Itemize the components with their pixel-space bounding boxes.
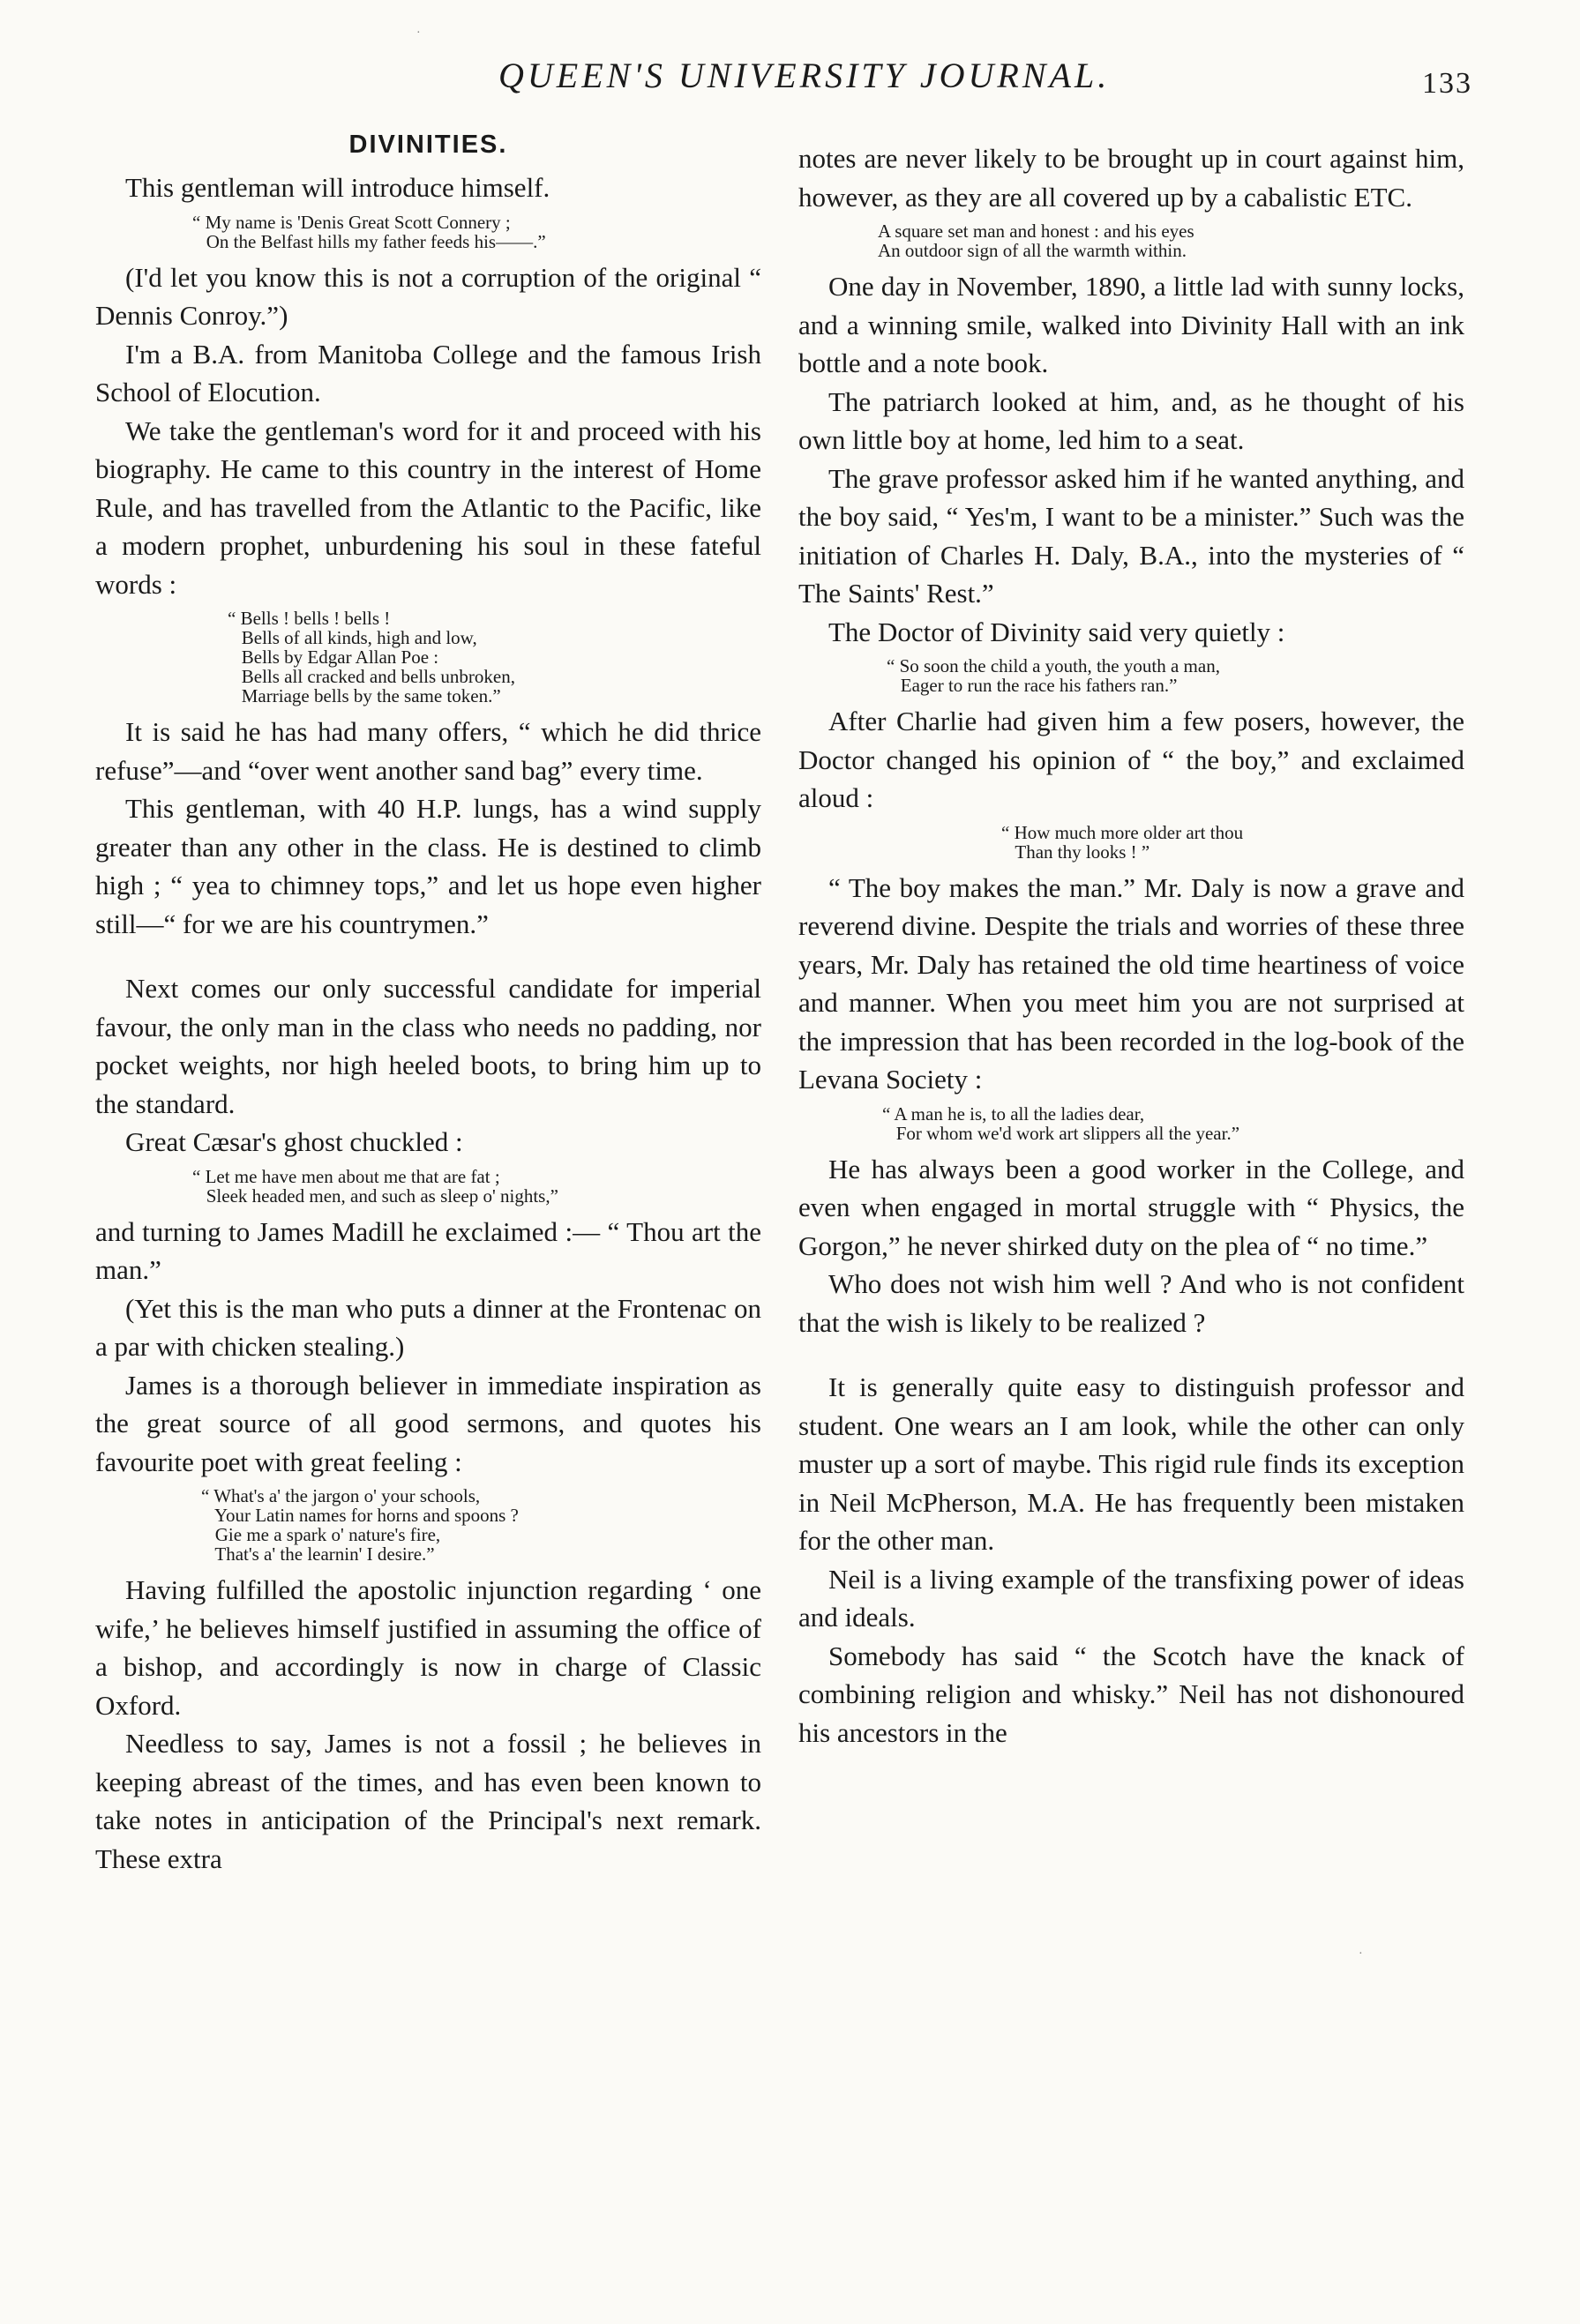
verse-line: “ My name is 'Denis Great Scott Connery ; [192,211,511,233]
paragraph: I'm a B.A. from Manitoba College and the famous Irish School of Elocution. [95,338,761,407]
paragraph: One day in November, 1890, a little lad with sunny locks, and a winning smile, walked into Divinity Hall with an ink bottle and a note book. [798,271,1464,378]
paragraph: (Yet this is the man who puts a dinner at the Frontenac on a par with chicken stealing.) [95,1292,761,1362]
verse-line: “ So soon the child a youth, the youth a man, [887,655,1220,676]
verse-line: Eager to run the race his fathers ran.” [887,675,1178,696]
paragraph: The grave professor asked him if he wanted anything, and the boy said, “ Yes'm, I want to be a minister.” Such was the initiation of Charles H. Daly, B.A., into the mysteries of “ The Saints' Rest.” [798,462,1464,609]
verse-line: Gie me a spark o' nature's fire, [201,1524,441,1545]
verse-line: “ Bells ! bells ! bells ! [228,608,391,629]
verse-quote [95,1167,761,1206]
verse-line: That's a' the learnin' I desire.” [201,1543,435,1565]
verse-line: Than thy looks ! ” [1001,841,1150,863]
verse-line: Bells all cracked and bells unbroken, [228,666,515,687]
paragraph: This gentleman will introduce himself. [125,172,550,203]
paragraph: We take the gentleman's word for it and proceed with his biography. He came to this country in the interest of Home Rule, and has travelled from the Atlantic to the Pacific, like a modern prophet, unburdening his soul in these fateful words : [95,415,761,600]
verse-quote [798,656,1464,695]
verse-line: “ Let me have men about me that are fat ; [192,1165,500,1187]
paragraph: (I'd let you know this is not a corruption of the original “ Dennis Conroy.”) [95,261,761,331]
verse-quote [798,1104,1464,1143]
paragraph: Great Cæsar's ghost chuckled : [125,1126,463,1157]
verse-line: Your Latin names for horns and spoons ? [201,1505,519,1526]
verse-line: Bells by Edgar Allan Poe : [228,646,439,668]
verse-line: A square set man and honest : and his eyes [878,220,1194,242]
verse-quote [95,1486,761,1564]
paragraph: Who does not wish him well ? And who is not confident that the wish is likely to be realized ? [798,1268,1464,1338]
page-header [0,55,1580,108]
paragraph: It is generally quite easy to distinguish professor and student. One wears an I am look, while the other can only muster up a sort of maybe. This rigid rule finds its exception in Neil McPherson, M.A. He has frequently been mistaken for the other man. [798,1371,1464,1556]
section-gap [798,1341,1464,1368]
paragraph: James is a thorough believer in immediate inspiration as the great source of all good sermons, and quotes his favourite poet with great feeling : [95,1369,761,1477]
verse-line: For whom we'd work art slippers all the year.” [882,1122,1240,1144]
paragraph: “ The boy makes the man.” Mr. Daly is now a grave and reverend divine. Despite the trials and worries of these three years, Mr. Daly has retained the old time heartiness of voice and manner. When you meet him you are not surprised at the impression that has been recorded in the log-book of the Levana Society : [798,871,1464,1095]
verse-quote [95,609,761,706]
verse-line: Marriage bells by the same token.” [228,685,501,706]
page-number: 133 [1422,67,1472,100]
journal-title: QUEEN'S UNIVERSITY JOURNAL. [498,56,1111,95]
verse-line: “ A man he is, to all the ladies dear, [882,1102,1145,1125]
paragraph: notes are never likely to be brought up in court against him, however, as they are all covered up by a cabalistic ETC. [798,143,1464,213]
paragraph: Neil is a living example of the transfixing power of ideas and ideals. [798,1563,1464,1633]
verse-line: “ How much more older art thou [1001,821,1244,843]
paragraph: After Charlie had given him a few posers, however, the Doctor changed his opinion of “ the boy,” and exclaimed aloud : [798,706,1464,813]
section-gap [95,943,761,969]
verse-quote [798,221,1464,260]
verse-line: Bells of all kinds, high and low, [228,627,477,648]
verse-quote [95,213,761,251]
paragraph: He has always been a good worker in the College, and even when engaged in mortal struggle with “ Physics, the Gorgon,” he never shirked duty on the plea of “ no time.” [798,1153,1464,1261]
section-heading: DIVINITIES. [348,131,508,159]
paragraph: and turning to James Madill he exclaimed :— “ Thou art the man.” [95,1215,761,1285]
verse-line: On the Belfast hills my father feeds his——.” [192,230,546,252]
print-speck: · [1359,1947,1363,1961]
paragraph: Needless to say, James is not a fossil ; he believes in keeping abreast of the times, and has even been known to take notes in anticipation of the Principal's next remark. These extra [95,1728,761,1874]
paragraph: The Doctor of Divinity said very quietly : [828,616,1285,647]
verse-line: Sleek headed men, and such as sleep o' nights,” [192,1184,558,1207]
paragraph: Next comes our only successful candidate for imperial favour, the only man in the class who needs no padding, nor pocket weights, nor high heeled boots, to bring him up to the standard. [95,973,761,1119]
paragraph: The patriarch looked at him, and, as he thought of his own little boy at home, led him to a seat. [798,385,1464,455]
paragraph: Having fulfilled the apostolic injunction regarding ‘ one wife,’ he believes himself justified in assuming the office of a bishop, and accordingly is now in charge of Classic Oxford. [95,1574,761,1721]
verse-line: “ What's a' the jargon o' your schools, [201,1485,481,1506]
paragraph: This gentleman, with 40 H.P. lungs, has a wind supply greater than any other in the class. He is destined to climb high ; “ yea to chimney tops,” and let us hope even higher still—“ for we are his countrymen.” [95,793,761,939]
left-column [95,131,761,1878]
verse-quote [798,823,1464,862]
paragraph: It is said he has had many offers, “ which he did thrice refuse”—and “over went another sand bag” every time. [95,716,761,786]
verse-line: An outdoor sign of all the warmth within. [878,240,1187,261]
print-speck: · [416,26,421,40]
paragraph: Somebody has said “ the Scotch have the knack of combining religion and whisky.” Neil has not dishonoured his ancestors in the [798,1640,1464,1748]
right-column [798,139,1464,1752]
